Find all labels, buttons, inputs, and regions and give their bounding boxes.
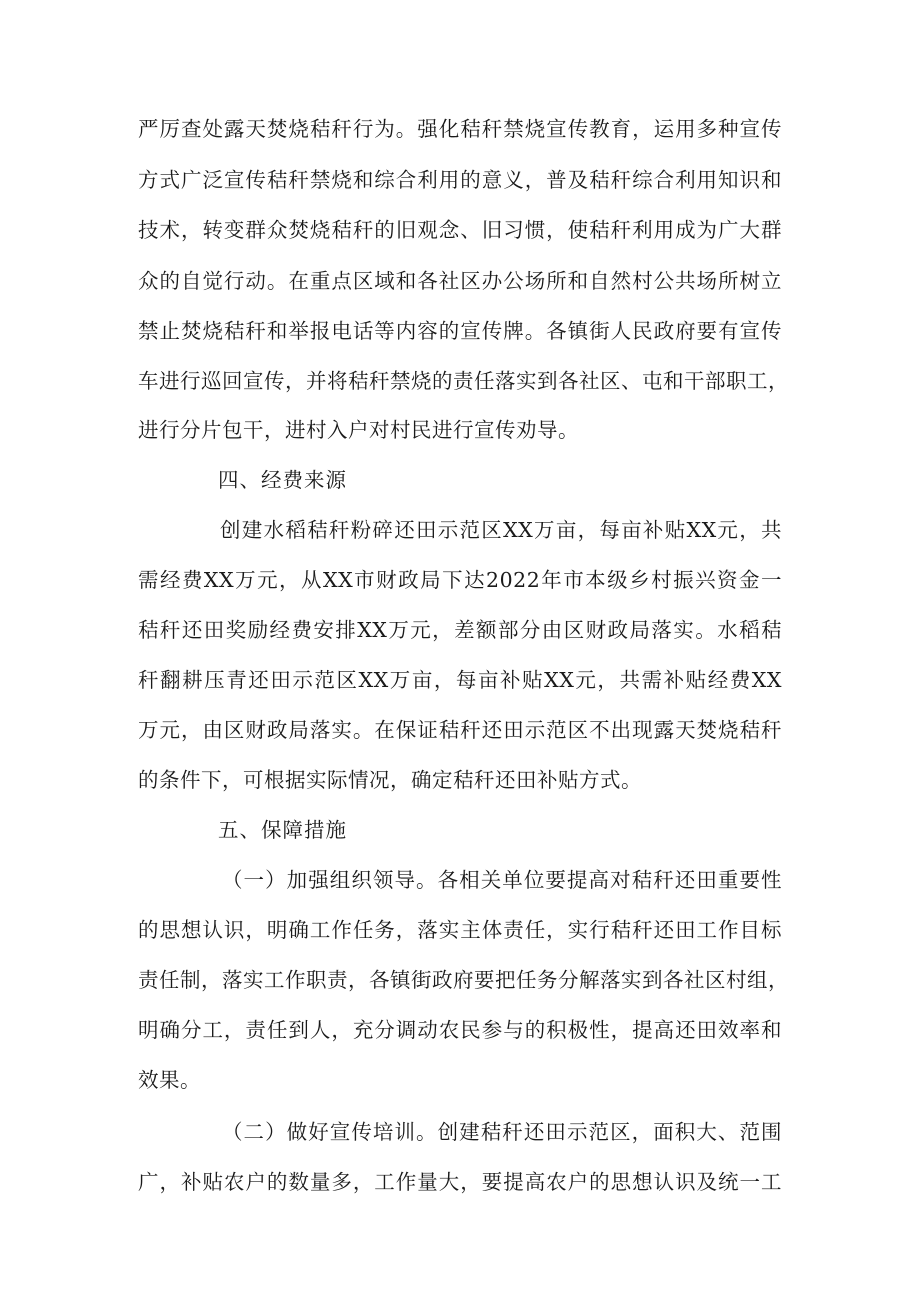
paragraph-line: （一）加强组织领导。各相关单位要提高对秸秆还田重要性 — [222, 868, 782, 892]
paragraph-line: 车进行巡回宣传，并将秸秆禁烧的责任落实到各社区、屯和干部职工， — [138, 369, 789, 393]
paragraph-line: 的思想认识，明确工作任务，落实主体责任，实行秸秆还田工作目标 — [138, 918, 782, 942]
paragraph-line: 严厉查处露天焚烧秸秆行为。强化秸秆禁烧宣传教育，运用多种宣传 — [138, 117, 782, 141]
section-heading: 四、经费来源 — [218, 468, 347, 492]
paragraph-line: 责任制，落实工作职责，各镇街政府要把任务分解落实到各社区村组， — [138, 968, 789, 992]
paragraph-line: 众的自觉行动。在重点区域和各社区办公场所和自然村公共场所树立 — [138, 269, 782, 293]
paragraph-line: 万元，由区财政局落实。在保证秸秆还田示范区不出现露天焚烧秸秆 — [138, 718, 782, 742]
paragraph-line: 效果。 — [138, 1068, 201, 1092]
paragraph-line: 需经费XX万元，从XX市财政局下达2022年市本级乡村振兴资金一 — [138, 568, 782, 592]
paragraph-line: 明确分工，责任到人，充分调动农民参与的积极性，提高还田效率和 — [138, 1018, 782, 1042]
paragraph-line: 广，补贴农户的数量多，工作量大，要提高农户的思想认识及统一工 — [138, 1170, 782, 1194]
paragraph-line: （二）做好宣传培训。创建秸秆还田示范区，面积大、范围 — [222, 1120, 782, 1144]
paragraph-line: 技术，转变群众焚烧秸秆的旧观念、旧习惯，使秸秆利用成为广大群 — [138, 218, 782, 242]
paragraph-line: 进行分片包干，进村入户对村民进行宣传劝导。 — [138, 418, 579, 442]
paragraph-line: 方式广泛宣传秸秆禁烧和综合利用的意义，普及秸秆综合利用知识和 — [138, 168, 782, 192]
paragraph-line: 禁止焚烧秸秆和举报电话等内容的宣传牌。各镇街人民政府要有宣传 — [138, 319, 782, 343]
paragraph-line: 秆翻耕压青还田示范区XX万亩，每亩补贴XX元，共需补贴经费XX — [138, 668, 782, 692]
section-heading: 五、保障措施 — [218, 818, 347, 842]
paragraph-line: 的条件下，可根据实际情况，确定秸秆还田补贴方式。 — [138, 768, 642, 792]
paragraph-line: 创建水稻秸秆粉碎还田示范区XX万亩，每亩补贴XX元，共 — [220, 518, 782, 542]
paragraph-line: 秸秆还田奖励经费安排XX万元，差额部分由区财政局落实。水稻秸 — [138, 618, 782, 642]
